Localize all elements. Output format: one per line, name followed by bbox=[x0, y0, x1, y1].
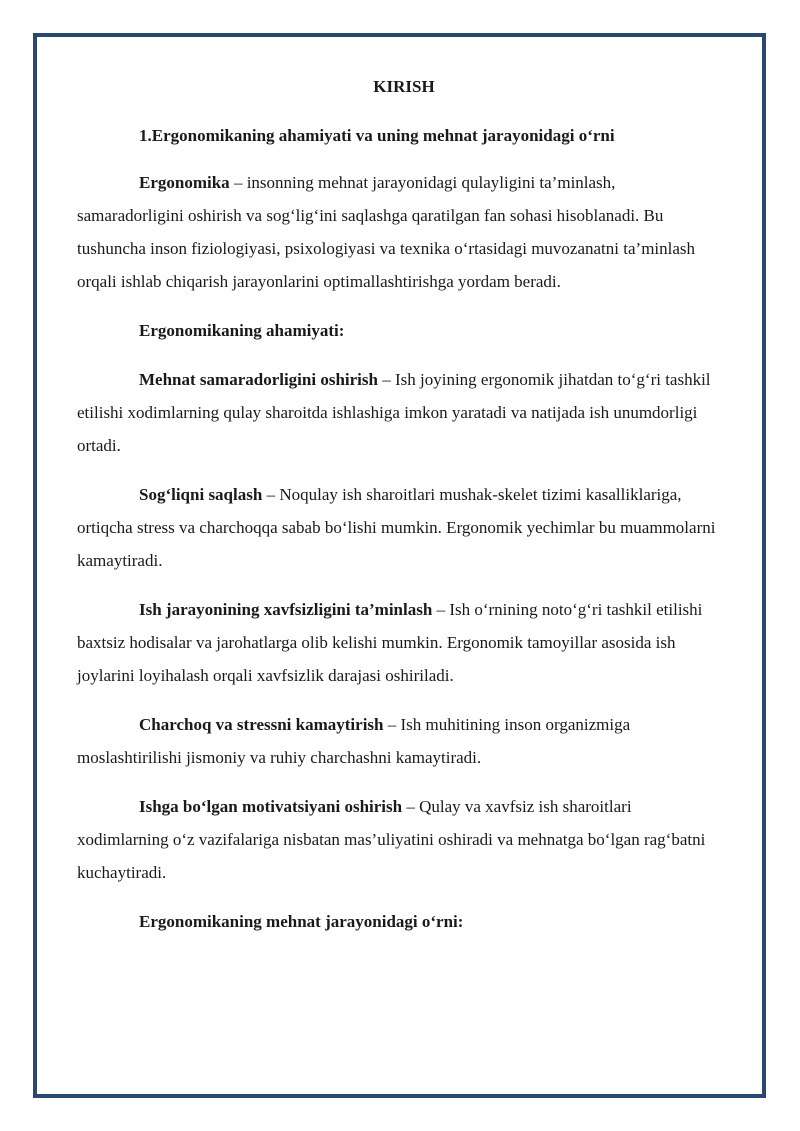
importance-heading: Ergonomikaning ahamiyati: bbox=[139, 321, 345, 340]
item-text: – Ish joyining ergonomik jihatdan to‘g‘ri tashkil etilishi xodimlarning qulay sharoitda ishlashiga imkon yaratadi va natijada ish unumdorligi ortadi. bbox=[77, 370, 711, 455]
item-text: – Ish muhitining inson organizmiga moslashtirilishi jismoniy va ruhiy charchashni kamaytiradi. bbox=[77, 715, 631, 767]
list-item bbox=[77, 478, 725, 577]
item-term: Ish jarayonining xavfsizligini ta’minlash bbox=[139, 600, 433, 619]
role-heading: Ergonomikaning mehnat jarayonidagi o‘rni: bbox=[139, 912, 464, 931]
item-term: Charchoq va stressni kamaytirish bbox=[139, 715, 384, 734]
list-item bbox=[77, 708, 725, 774]
item-text: – Ish o‘rnining noto‘g‘ri tashkil etilishi baxtsiz hodisalar va jarohatlarga olib kelishi mumkin. Ergonomik tamoyillar asosida ish joylarini loyihalash orqali xavfsizlik darajasi oshiriladi. bbox=[77, 600, 703, 685]
section-heading: 1.Ergonomikaning ahamiyati va uning mehnat jarayonidagi o‘rni bbox=[139, 126, 615, 145]
item-term: Mehnat samaradorligini oshirish bbox=[139, 370, 378, 389]
item-text: – Noqulay ish sharoitlari mushak-skelet tizimi kasalliklariga, ortiqcha stress va charchoqqa sabab bo‘lishi mumkin. Ergonomik yechimlar bu muammolarni kamaytiradi. bbox=[77, 485, 716, 570]
intro-paragraph bbox=[77, 166, 725, 298]
item-term: Ishga bo‘lgan motivatsiyani oshirish bbox=[139, 797, 403, 816]
intro-text: – insonning mehnat jarayonidagi qulayligini ta’minlash, samaradorligini oshirish va sog‘lig‘ini saqlashga qaratilgan fan sohasi hisoblanadi. Bu tushuncha inson fiziologiyasi, psixologiyasi va texnika o‘rtasidagi muvozanatni ta’minlash orqali ishlab chiqarish jarayonlarini optimallashtirishga yordam beradi. bbox=[77, 173, 696, 291]
item-text: – Qulay va xavfsiz ish sharoitlari xodimlarning o‘z vazifalariga nisbatan mas’uliyatini oshiradi va mehnatga bo‘lgan rag‘batni kuchaytiradi. bbox=[77, 797, 706, 882]
list-item bbox=[77, 593, 725, 692]
document-title: KIRISH bbox=[373, 77, 435, 96]
list-item bbox=[77, 790, 725, 889]
intro-term: Ergonomika bbox=[139, 173, 230, 192]
document-body bbox=[77, 74, 725, 938]
item-term: Sog‘liqni saqlash bbox=[139, 485, 263, 504]
list-item bbox=[77, 363, 725, 462]
